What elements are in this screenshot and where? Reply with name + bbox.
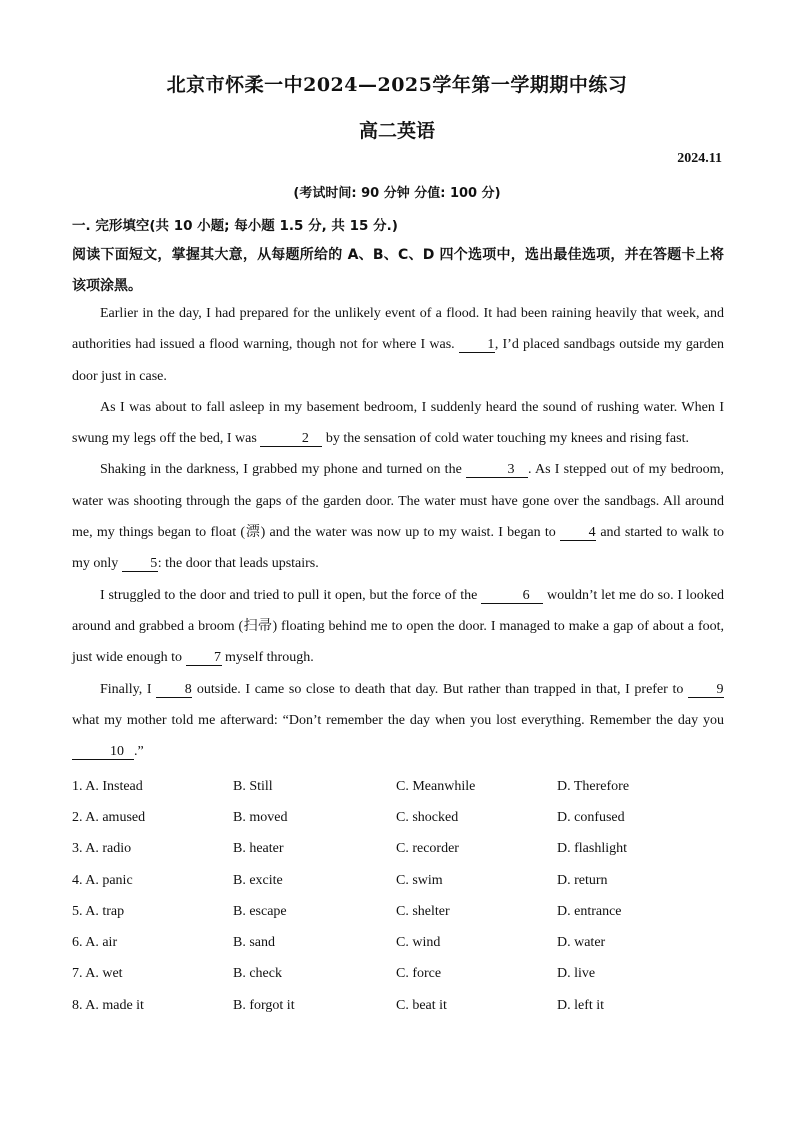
question-8-options	[72, 990, 732, 1021]
option-a: 2. A. amused	[72, 809, 146, 825]
option-c: C. swim	[396, 872, 443, 888]
option-c: C. shelter	[396, 903, 450, 919]
blank-5: 5	[122, 556, 158, 572]
passage-text: I struggled to the door and tried to pull it open, but the force of the	[100, 587, 482, 603]
option-d: D. left it	[557, 997, 605, 1013]
question-2-options	[72, 802, 732, 833]
option-c: C. Meanwhile	[396, 778, 476, 794]
option-b: B. forgot it	[233, 997, 295, 1013]
option-b: B. escape	[233, 903, 287, 919]
option-c: C. recorder	[396, 841, 459, 857]
option-d: D. entrance	[557, 903, 622, 919]
option-b: B. moved	[233, 809, 288, 825]
blank-8: 8	[156, 682, 192, 698]
option-d: D. flashlight	[557, 841, 627, 857]
passage-text: : the door that leads upstairs.	[157, 556, 319, 572]
option-a: 8. A. made it	[72, 997, 144, 1013]
cloze-passage	[72, 298, 724, 767]
question-7-options	[72, 959, 732, 990]
section-instruction: 阅读下面短文，掌握其大意，从每题所给的 A、B、C、D 四个选项中，选出最佳选项，并在答题卡上将该项涂黑。	[72, 247, 724, 294]
blank-10: 10	[72, 744, 134, 760]
option-a: 7. A. wet	[72, 966, 123, 982]
option-b: B. check	[233, 966, 282, 982]
option-d: D. confused	[557, 809, 625, 825]
passage-text: by the sensation of cold water touching my knees and rising fast.	[322, 431, 689, 447]
passage-text: Shaking in the darkness, I grabbed my phone and turned on the	[100, 462, 467, 478]
exam-date: 2024.11	[677, 151, 722, 166]
blank-4: 4	[560, 525, 596, 541]
option-b: B. Still	[233, 778, 273, 794]
option-c: C. beat it	[396, 997, 447, 1013]
passage-text: , I’d placed sandbags outside my garden door just in case.	[72, 337, 724, 384]
passage-paragraph-3	[72, 454, 724, 579]
question-5-options	[72, 896, 732, 927]
question-1-options	[72, 771, 732, 802]
passage-paragraph-5	[72, 674, 724, 768]
passage-text: wouldn’t let me do so. I looked around and grabbed a broom (扫帚) floating behind me to open the door. I managed to make a gap of about a foot, just wide enough to	[72, 587, 725, 666]
option-a: 1. A. Instead	[72, 778, 143, 794]
option-d: D. Therefore	[557, 778, 630, 794]
option-c: C. shocked	[396, 809, 459, 825]
exam-title: 北京市怀柔一中2024—2025学年第一学期期中练习	[166, 74, 628, 96]
passage-text: outside. I came so close to death that day. But rather than trapped in that, I prefer to	[192, 681, 689, 697]
blank-7: 7	[186, 650, 222, 666]
option-a: 3. A. radio	[72, 841, 132, 857]
passage-paragraph-4	[72, 580, 724, 674]
passage-text: what my mother told me afterward: “Don’t remember the day when you lost everything. Remember the day you	[72, 712, 724, 728]
passage-text: and started to walk to my only	[72, 525, 724, 572]
section-heading: 一. 完形填空(共 10 小题; 每小题 1.5 分, 共 15 分.)	[72, 218, 398, 234]
option-a: 5. A. trap	[72, 903, 125, 919]
question-4-options	[72, 865, 732, 896]
blank-9: 9	[688, 682, 724, 698]
blank-1: 1	[459, 337, 495, 353]
passage-text: Earlier in the day, I had prepared for the unlikely event of a flood. It had been raining heavily that week, and authorities had issued a flood warning, though not for where I was.	[72, 306, 724, 353]
passage-text: .”	[134, 744, 144, 760]
option-b: B. sand	[233, 935, 275, 951]
exam-info: (考试时间: 90 分钟 分值: 100 分)	[293, 186, 501, 201]
option-c: C. force	[396, 966, 442, 982]
option-b: B. heater	[233, 841, 284, 857]
exam-subtitle: 高二英语	[358, 120, 435, 142]
passage-text: As I was about to fall asleep in my basement bedroom, I suddenly heard the sound of rushing water. When I swung my legs off the bed, I was	[72, 399, 724, 447]
passage-text: . As I stepped out of my bedroom, water was shooting through the gaps of the garden door. The water must have gone over the sandbags. All around me, my things began to float (漂) and the water was now up to my waist. I began to	[72, 462, 725, 541]
blank-2: 2	[260, 431, 322, 447]
question-3-options	[72, 834, 732, 865]
option-b: B. excite	[233, 872, 283, 888]
option-d: D. return	[557, 872, 608, 888]
option-c: C. wind	[396, 935, 441, 951]
option-d: D. live	[557, 966, 596, 982]
option-a: 6. A. air	[72, 935, 118, 951]
passage-paragraph-1	[72, 298, 724, 392]
question-6-options	[72, 927, 732, 958]
answer-options	[72, 771, 732, 1021]
blank-3: 3	[466, 462, 528, 478]
option-d: D. water	[557, 935, 606, 951]
passage-text: myself through.	[221, 650, 314, 666]
blank-6: 6	[481, 588, 543, 604]
passage-text: Finally, I	[100, 681, 157, 697]
option-a: 4. A. panic	[72, 872, 133, 888]
passage-paragraph-2	[72, 392, 724, 455]
